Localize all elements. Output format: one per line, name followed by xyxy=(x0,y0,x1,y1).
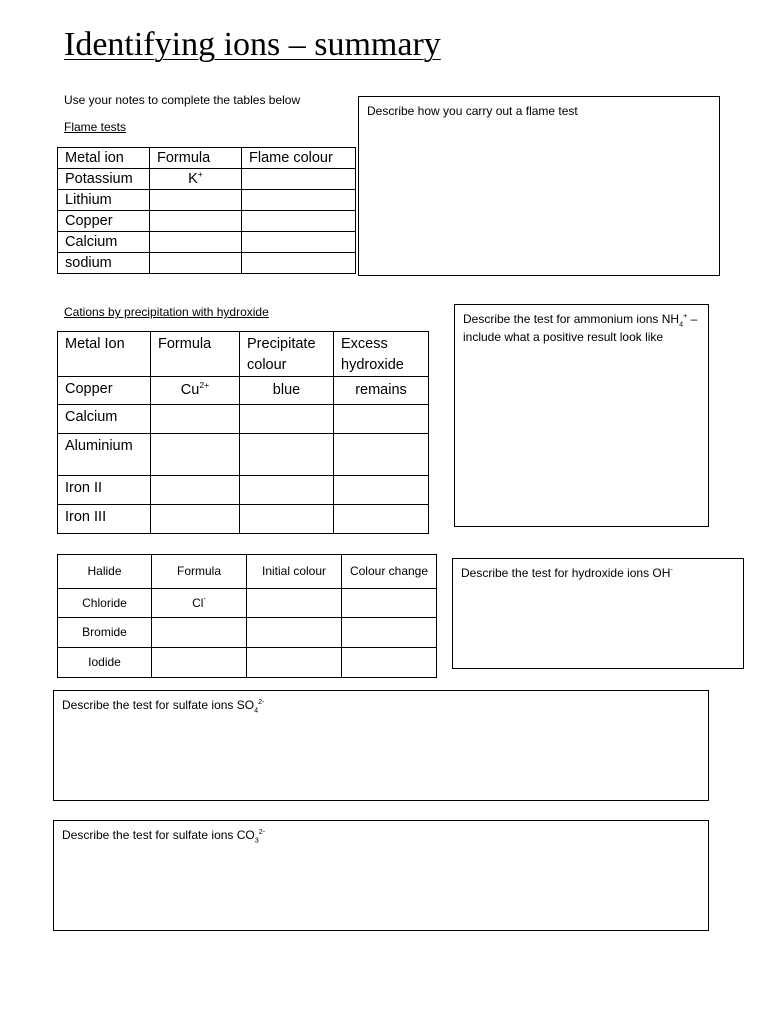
header-formula: Formula xyxy=(152,555,247,589)
header-formula: Formula xyxy=(151,332,240,377)
excess-hydroxide-cell[interactable]: remains xyxy=(334,377,429,405)
halide-table xyxy=(57,554,437,678)
metal-ion-cell: Lithium xyxy=(58,190,150,211)
header-halide: Halide xyxy=(58,555,152,589)
header-colour-change: Colour change xyxy=(342,555,437,589)
charge-text: + xyxy=(197,168,203,179)
formula-cell[interactable] xyxy=(151,377,240,405)
ammonium-formula-text: NH xyxy=(661,312,680,326)
sulfate-description-box[interactable] xyxy=(53,690,709,801)
flame-colour-cell[interactable] xyxy=(242,190,356,211)
colour-change-cell[interactable] xyxy=(342,618,437,648)
metal-ion-cell: Copper xyxy=(58,211,150,232)
carbonate-charge: 2- xyxy=(258,826,266,836)
initial-colour-cell[interactable] xyxy=(247,618,342,648)
halide-cell: Bromide xyxy=(58,618,152,648)
header-excess-hydroxide: Excess hydroxide xyxy=(334,332,429,377)
formula-cell[interactable] xyxy=(151,476,240,505)
formula-cell[interactable] xyxy=(150,253,242,274)
precipitate-colour-cell[interactable] xyxy=(240,476,334,505)
formula-cell[interactable] xyxy=(150,211,242,232)
sulfate-subscript: 4 xyxy=(254,705,259,715)
flame-colour-cell[interactable] xyxy=(242,169,356,190)
ammonium-formula xyxy=(661,310,688,329)
formula-cell[interactable] xyxy=(151,505,240,534)
initial-colour-cell[interactable] xyxy=(247,648,342,678)
flame-colour-cell[interactable] xyxy=(242,211,356,232)
table-row xyxy=(58,405,429,434)
excess-hydroxide-cell[interactable] xyxy=(334,405,429,434)
excess-hydroxide-cell[interactable] xyxy=(334,505,429,534)
formula-cell[interactable] xyxy=(150,190,242,211)
header-formula: Formula xyxy=(150,148,242,169)
precipitate-colour-cell[interactable]: blue xyxy=(240,377,334,405)
instructions: Use your notes to complete the tables below xyxy=(64,93,301,107)
formula-cell[interactable] xyxy=(151,434,240,476)
excess-hydroxide-cell[interactable] xyxy=(334,434,429,476)
table-row xyxy=(58,618,437,648)
formula-cell[interactable] xyxy=(152,618,247,648)
ammonium-charge: + xyxy=(683,310,688,320)
table-row xyxy=(58,648,437,678)
precipitate-colour-cell[interactable] xyxy=(240,505,334,534)
header-initial-colour: Initial colour xyxy=(247,555,342,589)
formula-text: Cl xyxy=(192,595,204,610)
formula-text: Cu xyxy=(180,382,200,398)
ammonium-description-box[interactable] xyxy=(454,304,709,527)
cations-table xyxy=(57,331,429,534)
table-row xyxy=(58,190,356,211)
precipitate-colour-cell[interactable] xyxy=(240,405,334,434)
table-row xyxy=(58,476,429,505)
table-row xyxy=(58,589,437,618)
table-header-row xyxy=(58,148,356,169)
metal-ion-cell: Potassium xyxy=(58,169,150,190)
metal-ion-cell: Calcium xyxy=(58,232,150,253)
hydroxide-prompt: Describe the test for hydroxide ions OH xyxy=(461,566,671,580)
halide-cell: Chloride xyxy=(58,589,152,618)
flame-test-prompt: Describe how you carry out a flame test xyxy=(367,104,578,118)
carbonate-prompt: Describe the test for sulfate ions CO xyxy=(62,828,255,842)
metal-ion-cell: sodium xyxy=(58,253,150,274)
table-row xyxy=(58,377,429,405)
header-metal-ion: Metal ion xyxy=(58,148,150,169)
carbonate-description-box[interactable] xyxy=(53,820,709,931)
flame-colour-cell[interactable] xyxy=(242,232,356,253)
flame-colour-cell[interactable] xyxy=(242,253,356,274)
table-row xyxy=(58,253,356,274)
colour-change-cell[interactable] xyxy=(342,589,437,618)
table-header-row xyxy=(58,332,429,377)
header-metal-ion: Metal Ion xyxy=(58,332,151,377)
ammonium-prompt-rest: – include what a positive result look like xyxy=(463,312,698,344)
table-row xyxy=(58,169,356,190)
colour-change-cell[interactable] xyxy=(342,648,437,678)
metal-ion-cell: Calcium xyxy=(58,405,151,434)
formula-cell[interactable] xyxy=(152,648,247,678)
ammonium-subscript: 4 xyxy=(679,319,684,329)
header-precipitate-colour: Precipitate colour xyxy=(240,332,334,377)
precipitate-colour-cell[interactable] xyxy=(240,434,334,476)
table-row xyxy=(58,232,356,253)
sulfate-charge: 2- xyxy=(258,696,265,706)
halide-cell: Iodide xyxy=(58,648,152,678)
table-row xyxy=(58,505,429,534)
table-header-row xyxy=(58,555,437,589)
flame-test-table xyxy=(57,147,356,274)
page-title: Identifying ions – summary xyxy=(64,26,441,63)
formula-cell[interactable] xyxy=(150,169,242,190)
initial-colour-cell[interactable] xyxy=(247,589,342,618)
hydroxide-description-box[interactable] xyxy=(452,558,744,669)
excess-hydroxide-cell[interactable] xyxy=(334,476,429,505)
formula-cell[interactable] xyxy=(152,589,247,618)
ammonium-prompt: Describe the test for ammonium ions xyxy=(463,312,659,326)
charge-text: - xyxy=(203,594,206,604)
sulfate-prompt: Describe the test for sulfate ions SO xyxy=(62,698,255,712)
formula-cell[interactable] xyxy=(151,405,240,434)
metal-ion-cell: Aluminium xyxy=(58,434,151,476)
flame-tests-heading: Flame tests xyxy=(64,120,127,134)
hydroxide-charge: - xyxy=(670,564,673,574)
carbonate-subscript: 3 xyxy=(254,835,259,845)
charge-text: 2+ xyxy=(199,379,210,390)
metal-ion-cell: Copper xyxy=(58,377,151,405)
metal-ion-cell: Iron III xyxy=(58,505,151,534)
table-row xyxy=(58,434,429,476)
table-row xyxy=(58,211,356,232)
formula-cell[interactable] xyxy=(150,232,242,253)
metal-ion-cell: Iron II xyxy=(58,476,151,505)
cations-heading: Cations by precipitation with hydroxide xyxy=(64,305,269,319)
formula-text: K xyxy=(188,171,198,187)
flame-test-description-box[interactable] xyxy=(358,96,720,276)
header-flame-colour: Flame colour xyxy=(242,148,356,169)
